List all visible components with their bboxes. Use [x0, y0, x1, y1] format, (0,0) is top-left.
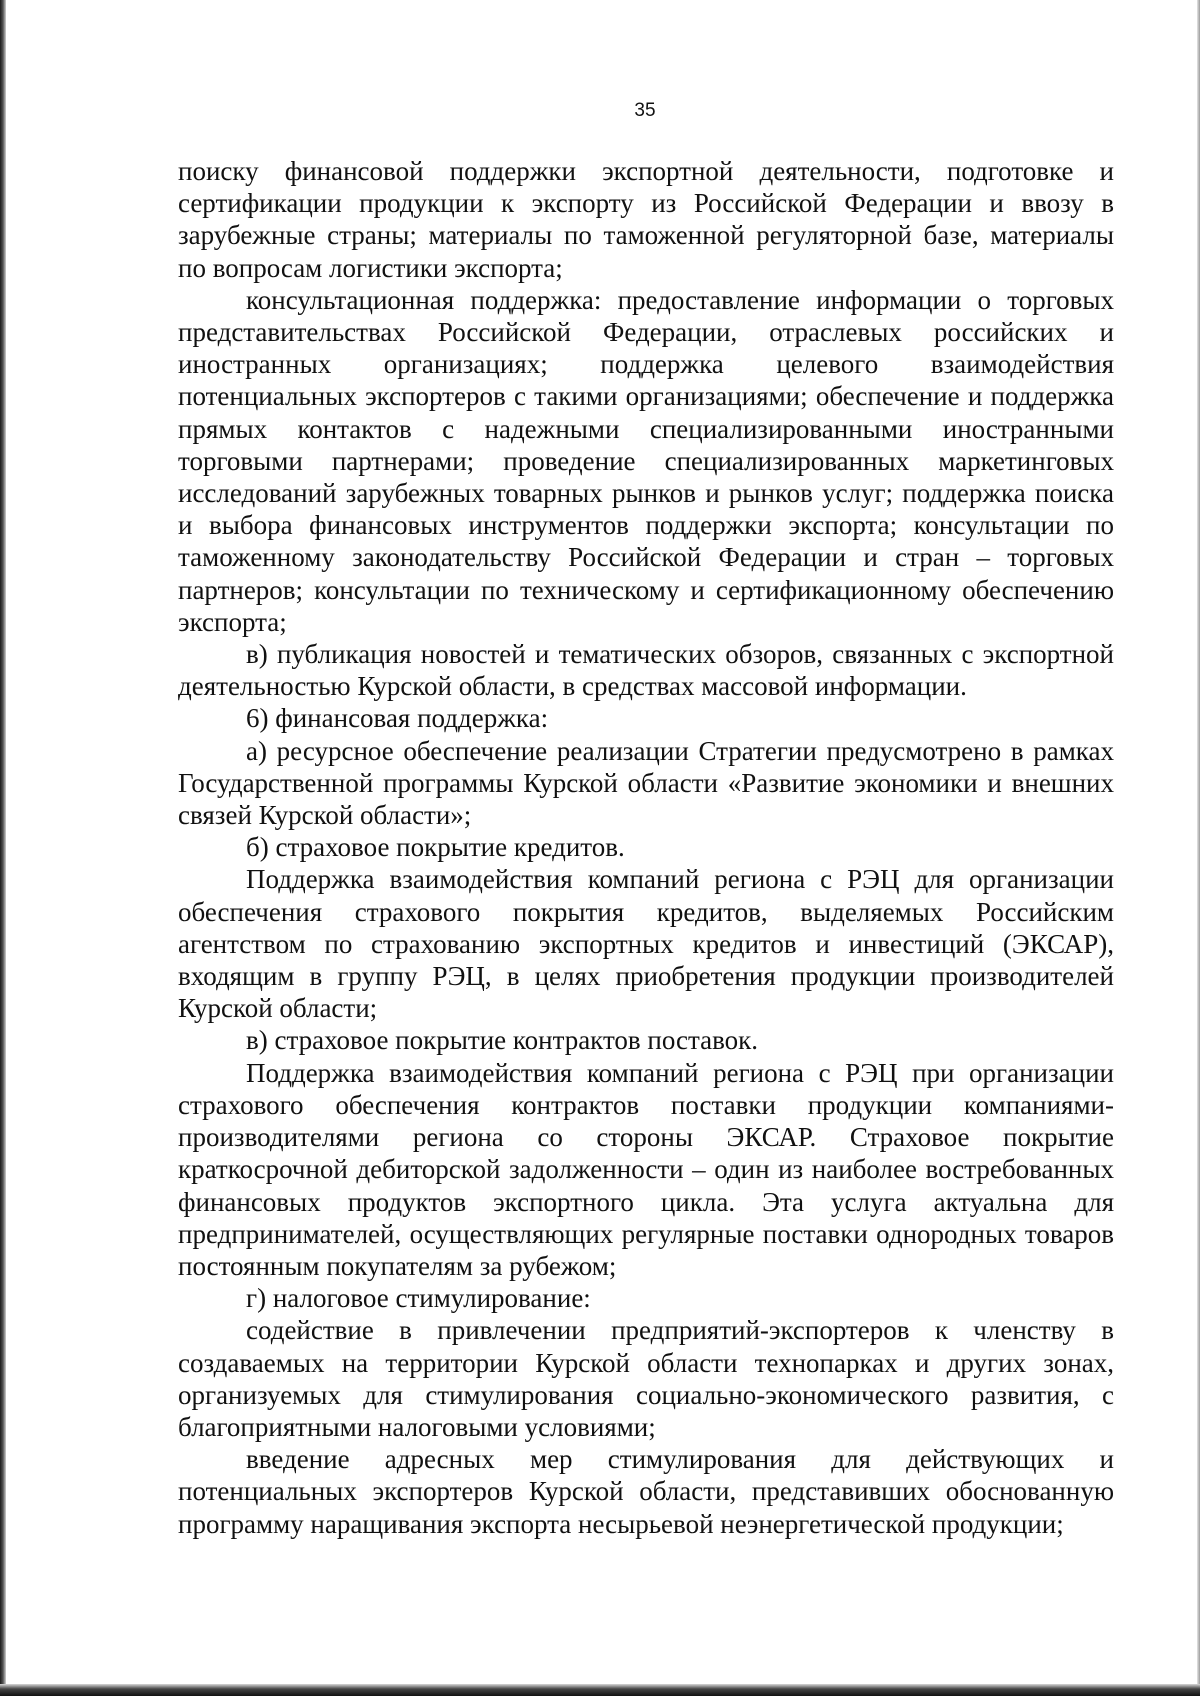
paragraph-contract-insurance-text: Поддержка взаимодействия компаний региона с РЭЦ при организации страхового обеспечения контрактов поставки продукции компаниями-производителями региона со стороны ЭКСАР. Страховое покрытие краткосрочной дебиторской задолженности – один из наиболее востребованных финансовых продуктов экспортного цикла. Эта услуга актуальна для предпринимателей, осуществляющих регулярные поставки однородных товаров постоянным покупателям за рубежом;: [178, 1057, 1114, 1281]
paragraph-credit-insurance-heading: б) страховое покрытие кредитов.: [246, 832, 625, 863]
scan-edge-bottom: [0, 1684, 1200, 1696]
paragraph-targeted-measures: введение адресных мер стимулирования для действующих и потенциальных экспортеров Курской области, представивших обоснованную программу наращивания экспорта несырьевой неэнергетической продукции;: [178, 1444, 1114, 1539]
paragraph-contract-insurance-heading: в) страховое покрытие контрактов поставок.: [246, 1025, 759, 1056]
paragraph-technoparks: содействие в привлечении предприятий-экспортеров к членству в создаваемых на территории Курской области технопарках и других зонах, организуемых для стимулирования социально-экономического развития, с благоприятными налоговыми условиями;: [178, 1315, 1114, 1442]
scan-edge-left: [0, 0, 6, 1696]
paragraph-consulting-support: консультационная поддержка: предоставление информации о торговых представительствах Российской Федерации, отраслевых российских и иностранных организациях; поддержка целевого взаимодействия потенциальных экспортеров с такими организациями; обеспечение и поддержка прямых контактов с надежными специализированными иностранными торговыми партнерами; проведение специализированных маркетинговых исследований зарубежных товарных рынков и рынков услуг; поддержка поиска и выбора финансовых инструментов поддержки экспорта; консультации по таможенному законодательству Российской Федерации и стран – торговых партнеров; консультации по техническому и сертификационному обеспечению экспорта;: [178, 284, 1114, 637]
paragraph-continuation: поиску финансовой поддержки экспортной деятельности, подготовке и сертификации продукции к экспорту из Российской Федерации и ввозу в зарубежные страны; материалы по таможенной регуляторной базе, материалы по вопросам логистики экспорта;: [178, 156, 1114, 283]
paragraph-financial-support-heading: 6) финансовая поддержка:: [246, 703, 549, 734]
page-number: 35: [634, 100, 656, 121]
document-body: [178, 155, 1114, 1540]
paragraph-resource-provision: а) ресурсное обеспечение реализации Стратегии предусмотрено в рамках Государственной программы Курской области «Развитие экономики и внешних связей Курской области»;: [178, 735, 1114, 831]
paragraph-credit-insurance-text: Поддержка взаимодействия компаний региона с РЭЦ для организации обеспечения страхового покрытия кредитов, выделяемых Российским агентством по страхованию экспортных кредитов и инвестиций (ЭКСАР), входящим в группу РЭЦ, в целях приобретения продукции производителей Курской области;: [178, 864, 1114, 1024]
paragraph-publications: в) публикация новостей и тематических обзоров, связанных с экспортной деятельностью Курской области, в средствах массовой информации.: [178, 639, 1114, 702]
paragraph-tax-incentives-heading: г) налоговое стимулирование:: [246, 1283, 591, 1314]
